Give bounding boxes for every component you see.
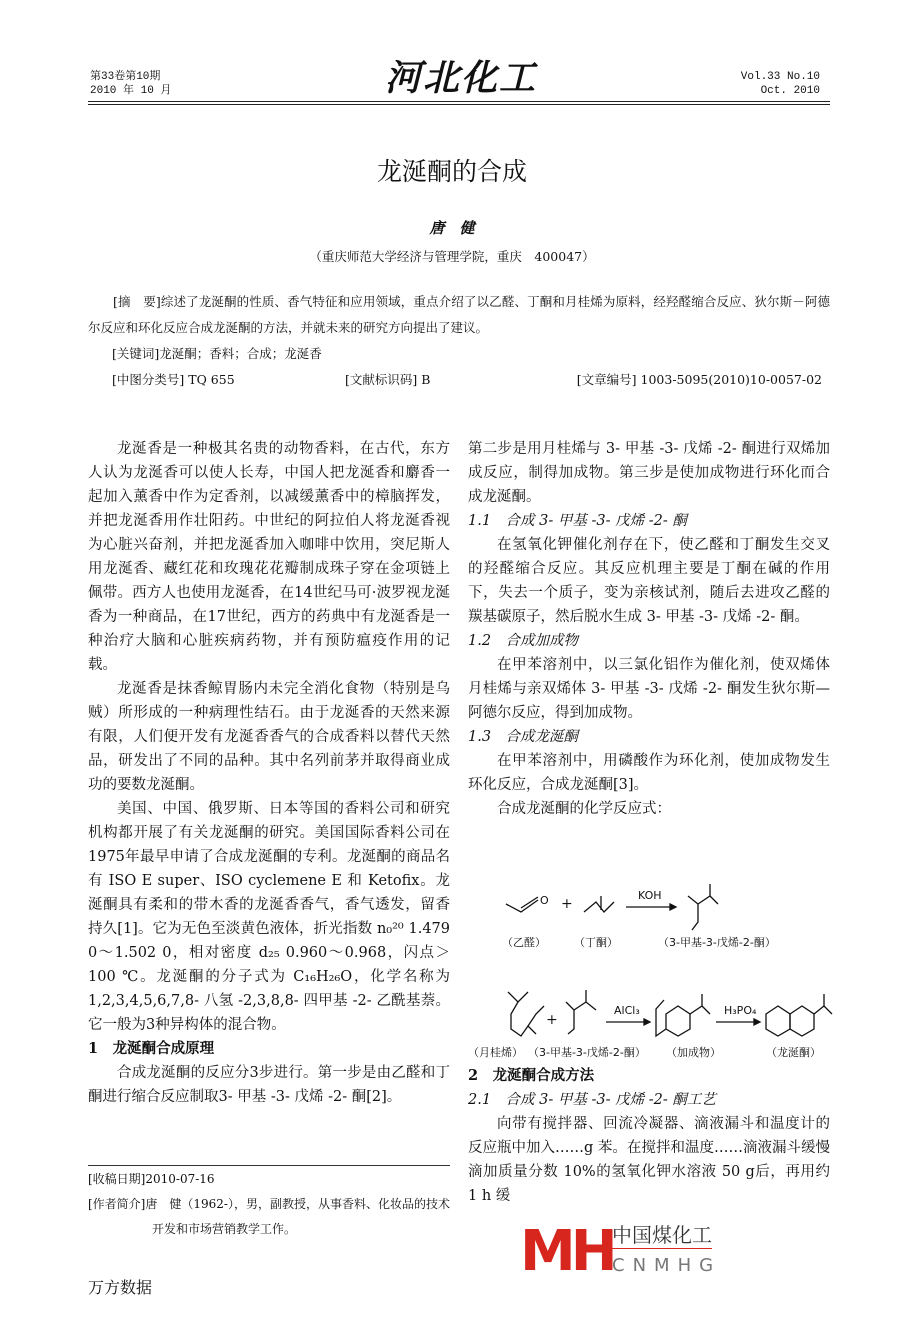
classification-value: TQ 655 xyxy=(188,372,235,387)
section-heading: 1 龙涎酮合成原理 xyxy=(88,1040,215,1057)
author-bio: 唐 健（1962-），男，副教授，从事香料、化妆品的技术开发和市场营销教学工作。 xyxy=(145,1197,450,1236)
watermark-logo: MH xyxy=(520,1219,613,1284)
paragraph: 龙涎香是一种极其名贵的动物香料，在古代，东方人认为龙涎香可以使人长寿，中国人把龙涎香和麝香一起加入薰香中作为定香剂，以减缓薰香中的樟脑挥发，并把龙涎香用作壮阳药。中世纪的阿拉伯人将龙涎香视为心脏兴奋剂，并把龙涎香加入咖啡中饮用，突尼斯人用龙涎香、藏红花和玫瑰花花瓣制成珠子穿在金项链上佩带。西方人也使用龙涎香，在14世纪马可·波罗视龙涎香为一种商品，在17世纪，西方的药典中有龙涎香是一种治疗大脑和心脏疾病药物，并有预防瘟疫作用的记载。 xyxy=(88,441,450,673)
subsection-heading: 1.2 合成加成物 xyxy=(468,633,579,649)
classification-label: [中图分类号] xyxy=(112,372,185,387)
issue-volume: 第33卷第10期 xyxy=(90,71,161,83)
paragraph: 在甲苯溶剂中，以三氯化铝作为催化剂，使双烯体月桂烯与亲双烯体 3- 甲基 -3- 戊烯 -2- 酮发生狄尔斯—阿德尔反应，得到加成物。 xyxy=(468,657,830,721)
date-en: Oct. 2010 xyxy=(760,85,820,97)
bio-label: [作者简介] xyxy=(88,1197,146,1211)
methylpentenone-structure-2 xyxy=(566,990,596,1034)
paragraph: 在氢氧化钾催化剂存在下，使乙醛和丁酮发生交叉的羟醛缩合反应。其反应机理主要是丁酮在碱的作用下，失去一个质子，变为亲核试剂，随后去进攻乙醛的羰基碳原子，然后脱水生成 3- 甲基 -3- 戊烯 -2- 酮。 xyxy=(468,537,830,625)
paragraph: 第二步是用月桂烯与 3- 甲基 -3- 戊烯 -2- 酮进行双烯加成反应，制得加成物。第三步是使加成物进行环化而合成龙涎酮。 xyxy=(468,441,830,505)
right-column xyxy=(468,437,830,821)
reagent-koh: KOH xyxy=(638,889,662,902)
left-column xyxy=(88,437,450,1109)
myrcene-structure xyxy=(508,992,544,1036)
section-heading: 2 龙涎酮合成方法 xyxy=(468,1067,595,1084)
subsection-heading: 1.3 合成龙涎酮 xyxy=(468,729,579,745)
article-no-label: [文章编号] xyxy=(576,372,637,387)
footnotes xyxy=(88,1167,450,1242)
keywords xyxy=(112,341,322,367)
watermark-en: CNMHG xyxy=(612,1255,722,1276)
doc-code xyxy=(345,367,430,393)
subsection-heading: 2.1 合成 3- 甲基 -3- 戊烯 -2- 酮工艺 xyxy=(468,1092,716,1108)
issue-info-en xyxy=(741,70,820,98)
iso-e-super-structure xyxy=(766,994,832,1036)
paragraph: 美国、中国、俄罗斯、日本等国的香料公司和研究机构都开展了有关龙涎酮的研究。美国国际香料公司在1975年最早申请了合成龙涎酮的专利。龙涎酮的商品名有 ISO E super、ISO cyclemene E 和 Ketofix。龙涎酮具有柔和的带木香的龙涎香香气，香气透发，留香持久[1]。它为无色至淡黄色液体，折光指数 n₀²⁰ 1.479 0～1.502 0，相对密度 d₂₅ 0.960～0.968，闪点＞100 ℃。龙涎酮的分子式为 C₁₆H₂₆O，化学名称为 1,2,3,4,5,6,7,8- 八氢 -2,3,8,8- 四甲基 -2- 乙酰基萘。它一般为3种异构体的混合物。 xyxy=(88,801,450,1033)
label-butanone: （丁酮） xyxy=(574,936,618,949)
plus-sign: + xyxy=(561,896,573,912)
keywords-text: 龙涎酮；香料；合成；龙涎香 xyxy=(159,346,322,361)
abstract-text: 综述了龙涎酮的性质、香气特征和应用领域，重点介绍了以乙醛、丁酮和月桂烯为原料，经羟醛缩合反应、狄尔斯－阿德尔反应和环化反应合成龙涎酮的方法，并就未来的研究方向提出了建议。 xyxy=(88,294,830,335)
paragraph: 向带有搅拌器、回流冷凝器、滴液漏斗和温度计的反应瓶中加入……g 苯。在搅拌和温度……滴液漏斗缓慢滴加质量分数 10%的氢氧化钾水溶液 50 g后，再用约 1 h 缓 xyxy=(468,1116,830,1204)
doc-code-value: B xyxy=(421,372,431,387)
label-acetaldehyde: （乙醛） xyxy=(502,936,546,949)
footnote-rule xyxy=(88,1165,450,1166)
label-methylpentenone: （3-甲基-3-戊烯-2-酮） xyxy=(658,936,776,949)
methylpentenone-structure xyxy=(688,884,718,930)
label-adduct: （加成物） xyxy=(666,1046,721,1059)
paragraph: 龙涎香是抹香鲸胃肠内未完全消化食物（特别是乌贼）所形成的一种病理性结石。由于龙涎香的天然来源有限，人们便开发有龙涎香香气的合成香料以替代天然品，研发出了不同的品种。其中名列前茅并取得商业成功的要数龙涎酮。 xyxy=(88,681,450,793)
paper-title: 龙涎酮的合成 xyxy=(376,157,527,186)
header-rule-2 xyxy=(88,104,830,105)
footer-source: 万方数据 xyxy=(88,1278,153,1297)
article-number xyxy=(577,367,822,393)
watermark-cn: 中国煤化工 xyxy=(612,1223,712,1247)
header-rule xyxy=(88,101,830,102)
label-myrcene: （月桂烯） xyxy=(468,1046,523,1059)
paragraph: 在甲苯溶剂中，用磷酸作为环化剂，使加成物发生环化反应，合成龙涎酮[3]。 xyxy=(468,753,830,793)
article-no-value: 1003-5095(2010)10-0057-02 xyxy=(640,372,822,387)
journal-logo: 河北化工 xyxy=(385,57,538,99)
label-iso-e-super: （龙涎酮） xyxy=(766,1046,821,1059)
abstract xyxy=(88,289,830,341)
author: 唐 健 xyxy=(429,219,475,237)
butanone-structure xyxy=(584,896,614,912)
received-date: [收稿日期]2010-07-16 xyxy=(88,1172,215,1186)
affiliation: （重庆师范大学经济与管理学院，重庆 400047） xyxy=(309,249,595,264)
reagent-h3po4: H₃PO₄ xyxy=(724,1004,757,1017)
acetaldehyde-structure xyxy=(506,894,549,912)
classification xyxy=(112,367,235,393)
plus-sign: + xyxy=(546,1012,558,1028)
doc-code-label: [文献标识码] xyxy=(345,372,418,387)
label-methylpentenone-2: （3-甲基-3-戊烯-2-酮） xyxy=(528,1046,646,1059)
reaction-scheme xyxy=(466,874,838,1060)
paragraph: 合成龙涎酮的反应分3步进行。第一步是由乙醛和丁酮进行缩合反应制取3- 甲基 -3- 戊烯 -2- 酮[2]。 xyxy=(88,1065,450,1105)
abstract-label: [摘 要] xyxy=(113,294,161,309)
adduct-structure xyxy=(656,994,710,1036)
watermark xyxy=(520,1219,780,1286)
subsection-heading: 1.1 合成 3- 甲基 -3- 戊烯 -2- 酮 xyxy=(468,513,687,529)
keywords-label: [关键词] xyxy=(112,346,160,361)
paragraph: 合成龙涎酮的化学反应式： xyxy=(497,801,671,817)
volume-en: Vol.33 No.10 xyxy=(740,71,820,83)
issue-info xyxy=(90,70,171,98)
right-column-continued xyxy=(468,1064,830,1208)
atom-o: O xyxy=(540,894,549,907)
issue-date: 2010 年 10 月 xyxy=(90,85,172,97)
reagent-alcl3: AlCl₃ xyxy=(614,1004,640,1017)
